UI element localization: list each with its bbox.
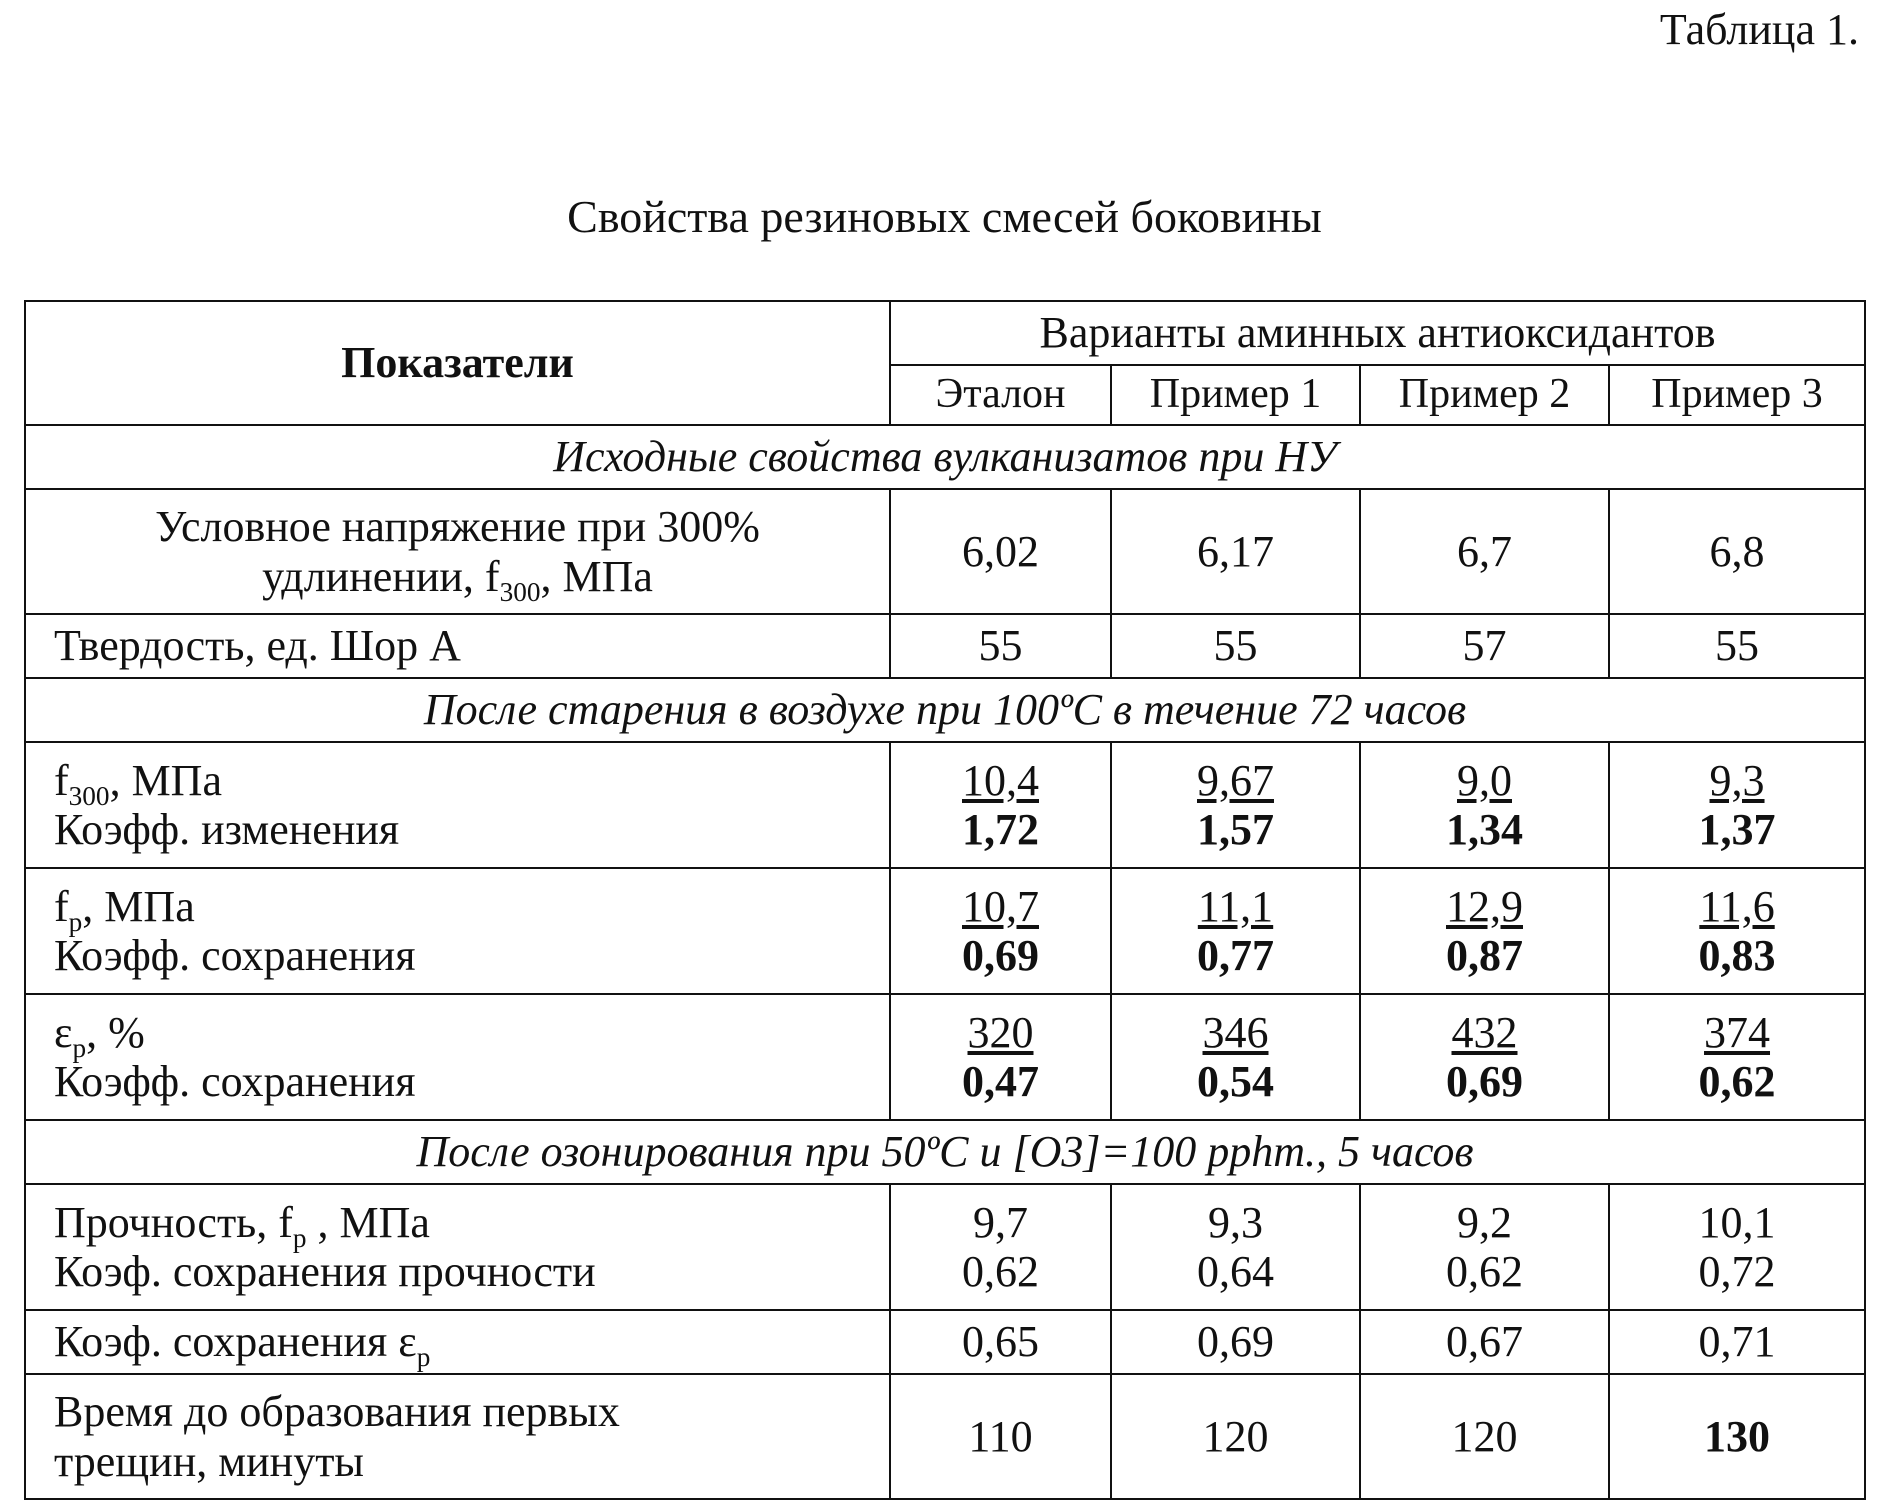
cell-value: 55 [1609,614,1865,678]
table-row-ep-ozone [25,1310,1865,1374]
cell-value: 6,7 [1360,489,1609,614]
row-label-f300-aged: $f_{300}$, МПа Коэфф. изменения [25,742,890,868]
header-row-1 [25,301,1865,365]
cell-value-pair: 9,3 0,64 [1111,1184,1360,1310]
row-label-strength-ozone: Прочность, $f_р$ , МПа Коэф. сохранения прочности [25,1184,890,1310]
header-variants: Варианты аминных антиоксидантов [890,301,1865,365]
cell-value-pair: 9,0 1,34 [1360,742,1609,868]
table-row-strength-ozone [25,1184,1865,1310]
cell-value: 110 [890,1374,1111,1499]
row-label-stress300-line1: Условное напряжение при 300% [155,502,760,552]
properties-table [24,300,1866,1500]
row-label-stress300 [25,489,890,614]
table-row-f300-aged [25,742,1865,868]
cell-value: 55 [890,614,1111,678]
row-label-cracks: Время до образования первых трещин, минуты [25,1374,890,1499]
table-title: Свойства резиновых смесей боковины [567,191,1322,242]
header-col-example-1: Пример 1 [1111,365,1360,425]
section-row-initial [25,425,1865,489]
cell-value-pair: 9,67 1,57 [1111,742,1360,868]
cell-value: 120 [1111,1374,1360,1499]
cell-value-pair: 9,2 0,62 [1360,1184,1609,1310]
cell-value: 6,8 [1609,489,1865,614]
cell-value-pair: 374 0,62 [1609,994,1865,1120]
cell-value-pair: 11,6 0,83 [1609,868,1865,994]
cell-value: 130 [1609,1374,1865,1499]
table-row-cracks [25,1374,1865,1499]
section-row-aging [25,678,1865,742]
header-col-example-2: Пример 2 [1360,365,1609,425]
cell-value-pair: 346 0,54 [1111,994,1360,1120]
cell-value: 120 [1360,1374,1609,1499]
row-label-ep-ozone: Коэф. сохранения $\varepsilon_р$ [25,1310,890,1374]
section-aging: После старения в воздухе при 100ºС в течение 72 часов [25,678,1865,742]
cell-value: 6,02 [890,489,1111,614]
cell-value-pair: 10,4 1,72 [890,742,1111,868]
cell-value-pair: 320 0,47 [890,994,1111,1120]
table-row-ep-aged [25,994,1865,1120]
section-row-ozone [25,1120,1865,1184]
cell-value: 55 [1111,614,1360,678]
header-col-example-3: Пример 3 [1609,365,1865,425]
cell-value: 0,67 [1360,1310,1609,1374]
row-label-hardness: Твердость, ед. Шор А [25,614,890,678]
header-indicators: Показатели [25,301,890,425]
cell-value-pair: 432 0,69 [1360,994,1609,1120]
cell-value-pair: 10,1 0,72 [1609,1184,1865,1310]
cell-value: 6,17 [1111,489,1360,614]
cell-value: 0,69 [1111,1310,1360,1374]
cell-value: 0,65 [890,1310,1111,1374]
cell-value-pair: 11,1 0,77 [1111,868,1360,994]
header-col-etalon: Эталон [890,365,1111,425]
cell-value-pair: 9,3 1,37 [1609,742,1865,868]
row-label-fp-aged: $f_р$, МПа Коэфф. сохранения [25,868,890,994]
table-row-hardness [25,614,1865,678]
row-label-stress300-line2: удлинении, $f_{300}$, МПа [262,551,653,607]
section-ozone: После озонирования при 50ºС и [O3]=100 pphm., 5 часов [25,1120,1865,1184]
table-caption: Таблица 1. [1659,5,1859,54]
table-row-fp-aged [25,868,1865,994]
row-label-ep-aged: $\varepsilon_р$, % Коэфф. сохранения [25,994,890,1120]
cell-value-pair: 12,9 0,87 [1360,868,1609,994]
cell-value: 0,71 [1609,1310,1865,1374]
table-row-stress300 [25,489,1865,614]
section-initial: Исходные свойства вулканизатов при НУ [25,425,1865,489]
cell-value-pair: 9,7 0,62 [890,1184,1111,1310]
cell-value: 57 [1360,614,1609,678]
cell-value-pair: 10,7 0,69 [890,868,1111,994]
